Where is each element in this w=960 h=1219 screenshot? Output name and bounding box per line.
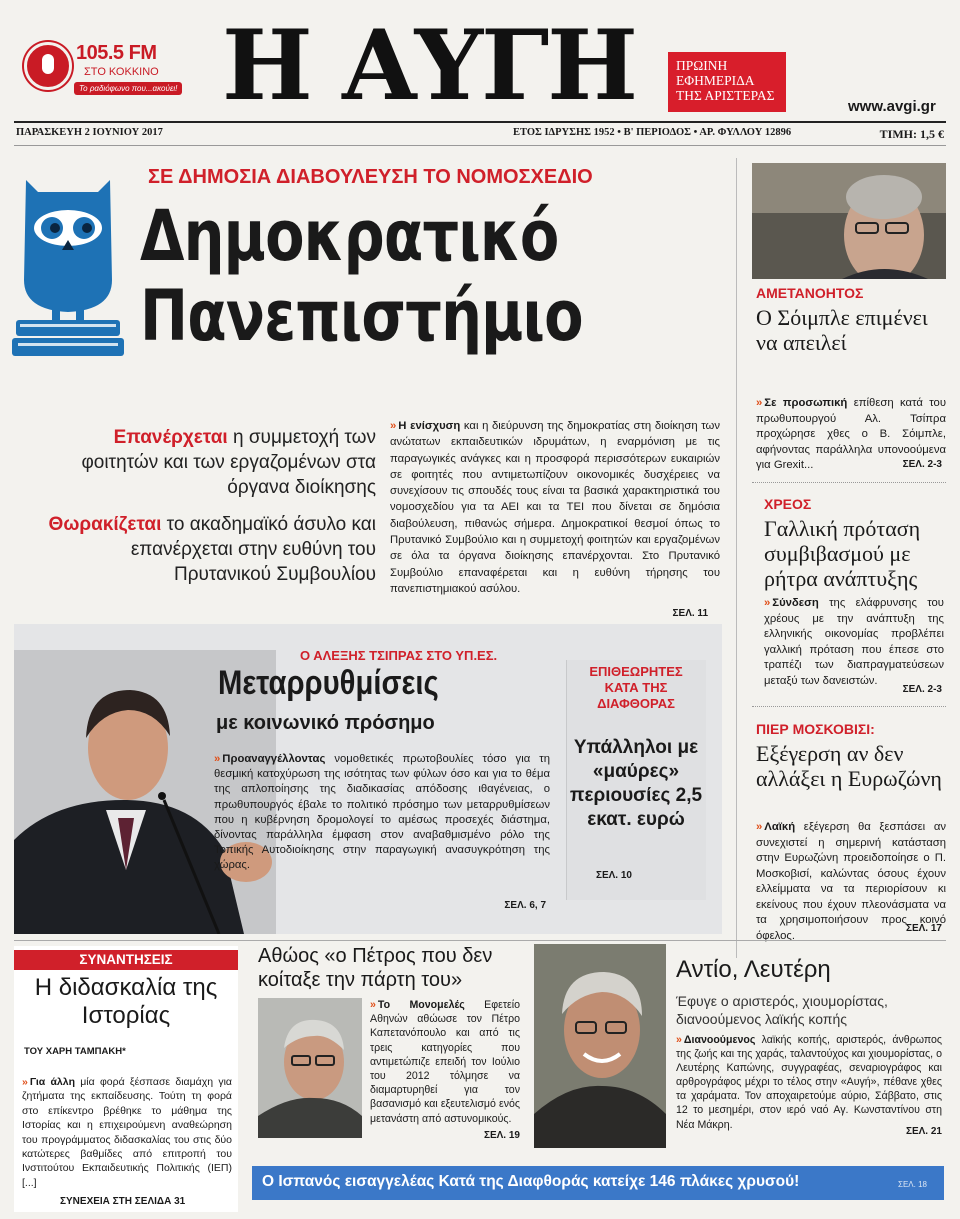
lead-headline-line: Πανεπιστήμιο (140, 275, 583, 357)
lead-subhead-text: η συμμετοχή των φοιτητών και των εργαζομένων στα όργανα διοίκησης (81, 427, 376, 498)
tsipras-kicker: Ο ΑΛΕΞΗΣ ΤΣΙΠΡΑΣ ΣΤΟ ΥΠ.ΕΣ. (300, 648, 498, 663)
story-headline[interactable]: Εξέγερση αν δεν αλλάξει η Ευρωζώνη (756, 741, 942, 791)
antio-headline[interactable]: Αντίο, Λευτέρη (676, 956, 831, 983)
page-reference[interactable]: ΣΕΛ. 2-3 (902, 684, 942, 695)
story-body-text: εξέγερση θα ξεσπάσει αν συνεχιστεί η σημερινή κατάσταση στην Ευρωζώνη προειδοποίησε ο Π. Μοσκοβισί, καλώντας όσους έχουν ελλείμματα να τα περιορίσουν κι εκείνους που έχουν πλεονάσματα να τα χρησιμοποιήσουν προς κοινό όφελος. (756, 821, 946, 942)
divider (14, 940, 946, 941)
lead-body-text: και η διεύρυνση της δημοκρατίας στη διοίκηση των ανώτατων εκπαιδευτικών ιδρυμάτων, η εναρμόνιση με τις παραγωγικές ανάγκες και η προσφορά περισσότερων ευκαιριών σε φοιτητές που αντιμετωπίζουν οικονομικές δυσχέρειες να συνεχίσουν τις σπουδές τους είναι τα βασικά χαρακτηριστικά του νομοσχεδίου για τα ΑΕΙ και τα ΤΕΙ που δίνεται σε δημόσια διαβούλευση, πιθανώς σήμερα. Δημοκρατικοί θεσμοί όπως το Πρυτανικό Συμβούλιο και η συμμετοχή φοιτητών και εργαζομένων σε όλα τα όργανα διοίκησης επανέρχονται. Στο Πρυτανικό Συμβούλιο επαναφέρεται και η ευθύνη τήρησης του πανεπιστημιακού ασύλου. (390, 420, 720, 595)
lefteris-photo (534, 944, 666, 1148)
owl-on-books-icon (12, 170, 124, 360)
lead-kicker: ΣΕ ΔΗΜΟΣΙΑ ΔΙΑΒΟΥΛΕΥΣΗ ΤΟ ΝΟΜΟΣΧΕΔΙΟ (148, 166, 593, 188)
antio-body (676, 1033, 942, 1132)
banner-headline[interactable]: Ο Ισπανός εισαγγελέας Κατά της Διαφθοράς κατείχε 146 πλάκες χρυσού! (262, 1173, 800, 1190)
petros-body-text: Εφετείο Αθηνών αθώωσε τον Πέτρο Καπετανόπουλο και από τις τρεις κατηγορίες που αντιμετώπιζε επειδή τον Ιούλιο του 2012 τόλμησε να διαμαρτυρηθεί για τον βασανισμό και εξευτελισμό ενός μετανάστη από αστυνομικούς. (370, 999, 520, 1125)
lead-subhead (40, 512, 376, 587)
divider (752, 482, 946, 483)
lead-headline-line: Δημοκρατικό (140, 195, 559, 277)
bullet-arrow-icon: » (764, 597, 771, 609)
newspaper-title: Η ΑΥΓΗ (222, 9, 636, 122)
page-reference[interactable]: ΣΕΛ. 2-3 (902, 459, 942, 470)
story-body-text: της ελάφρυνσης του χρέους με την ανάπτυξη της ελληνικής οικονομίας προβλέπει γαλλική πρόταση που έπεσε στο τραπέζι των διαπραγματεύσεων μεταξύ των δανειστών. (764, 597, 944, 687)
lead-subhead-keyword: Θωρακίζεται (48, 514, 162, 535)
page-reference[interactable]: ΣΕΛ. 6, 7 (504, 900, 546, 911)
tsipras-body (214, 752, 550, 874)
bullet-arrow-icon: » (390, 420, 397, 432)
page-reference[interactable]: ΣΕΛ. 19 (483, 1130, 520, 1141)
divider (14, 121, 946, 123)
page-reference[interactable]: ΣΕΛ. 10 (595, 870, 632, 881)
issue-info: ΕΤΟΣ ΙΔΡΥΣΗΣ 1952 • Β' ΠΕΡΙΟΔΟΣ • ΑΡ. ΦΥΛΛΟΥ 12896 (513, 127, 792, 138)
column-author: ΤΟΥ ΧΑΡΗ ΤΑΜΠΑΚΗ* (24, 1046, 126, 1057)
antio-body-lead: Διανοούμενος (683, 1034, 756, 1046)
bullet-arrow-icon: » (676, 1034, 682, 1046)
tagline-box (668, 52, 786, 112)
antio-body-text: λαϊκής κοπής, αριστερός, άνθρωπος της ζωής και της χαράς, ταλαντούχος και χιουμορίστας, ο Λευτέρης Καπώνης, συγγραφέας, σεναριογράφος και αρθρογράφος μέχρι το τέλος στην «Αυγή», πέθανε χθες τα χαράματα. Τον αποχαιρετούμε αύριο, Σάββατο, στις 12 το μεσημέρι, στον ιερό ναό Αγ. Κωνσταντίνου στη Νέα Μάκρη. (676, 1034, 942, 1131)
story-body-text: επίθεση κατά του πρωθυπουργού Αλ. Τσίπρα προχώρησε χθες ο Β. Σόιμπλε, αφήνοντας παράλληλα υπονοούμενα για Grexit... (756, 397, 947, 471)
tagline-line: ΕΦΗΜΕΡΙΔΑ (676, 73, 755, 88)
radio-name: ΣΤΟ ΚΟΚΚΙΝΟ (84, 66, 159, 78)
petros-photo (258, 998, 362, 1138)
bullet-arrow-icon: » (756, 821, 763, 833)
story-body-lead: Λαϊκή (764, 821, 796, 833)
column-headline[interactable]: Η διδασκαλία της Ιστορίας (34, 974, 218, 1029)
divider (752, 706, 946, 707)
lead-subhead (40, 425, 376, 500)
continued-on[interactable]: ΣΥΝΕΧΕΙΑ ΣΤΗ ΣΕΛΙΔΑ 31 (60, 1196, 186, 1207)
microphone-icon (24, 42, 72, 90)
bullet-arrow-icon: » (214, 753, 221, 765)
lead-subhead-keyword: Επανέρχεται (113, 427, 228, 448)
story-headline[interactable]: Ο Σόιμπλε επιμένει να απειλεί (756, 305, 928, 355)
radio-slogan: Το ραδιόφωνο που...ακούει! (74, 82, 182, 95)
page-reference[interactable]: ΣΕΛ. 21 (905, 1126, 942, 1137)
story-kicker: ΠΙΕΡ ΜΟΣΚΟΒΙΣΙ: (756, 721, 875, 737)
lead-headline[interactable] (140, 196, 583, 356)
website-url[interactable]: www.avgi.gr (848, 98, 936, 115)
schauble-photo (752, 163, 946, 279)
petros-body-lead: Το Μονομελές (377, 999, 465, 1011)
price: ΤΙΜΗ: 1,5 € (879, 127, 944, 141)
tsipras-subhead: με κοινωνικό πρόσημο (216, 712, 435, 734)
tagline-line: ΤΗΣ ΑΡΙΣΤΕΡΑΣ (676, 88, 775, 103)
column-kicker: ΣΥΝΑΝΤΗΣΕΙΣ (14, 950, 238, 970)
tsipras-headline[interactable]: Μεταρρυθμίσεις (218, 664, 439, 702)
page-reference[interactable]: ΣΕΛ. 17 (905, 923, 942, 934)
radio-frequency: 105.5 FM (76, 42, 157, 64)
column-divider (736, 158, 737, 958)
column-body-text: μία φορά ξέσπασε διαμάχη για ζητήματα της εκπαίδευσης. Τούτη τη φορά στο επίκεντρο βρέθηκε το μάθημα της Ιστορίας και η επιχειρούμενη αναθεώρηση του προγράμματος διδασκαλίας του στις δύο κατώτερες βαθμίδες από επιτροπή του Ινστιτούτου Εκπαιδευτικής Πολιτικής (ΙΕΠ)[...] (22, 1076, 232, 1189)
issue-date: ΠΑΡΑΣΚΕΥΗ 2 ΙΟΥΝΙΟΥ 2017 (16, 127, 163, 138)
bullet-arrow-icon: » (22, 1076, 28, 1088)
petros-headline[interactable]: Αθώος «ο Πέτρος που δεν κοίταξε την πάρτη του» (258, 945, 493, 991)
story-body (764, 596, 944, 689)
bullet-arrow-icon: » (756, 397, 763, 409)
bullet-arrow-icon: » (370, 999, 376, 1011)
column-body-lead: Για άλλη (29, 1076, 75, 1088)
lead-subhead-text: το ακαδημαϊκό άσυλο και επανέρχεται στην ευθύνη του Πρυτανικού Συμβουλίου (130, 514, 376, 585)
inspectors-kicker: ΕΠΙΘΕΩΡΗΤΕΣ ΚΑΤΑ ΤΗΣ ΔΙΑΦΘΟΡΑΣ (589, 664, 683, 711)
page-reference[interactable]: ΣΕΛ. 18 (898, 1180, 927, 1189)
story-headline[interactable]: Γαλλική πρόταση συμβιβασμού με ρήτρα ανάπτυξης (764, 516, 921, 591)
story-kicker: ΑΜΕΤΑΝΟΗΤΟΣ (756, 285, 864, 301)
tsipras-body-lead: Προαναγγέλλοντας (222, 753, 326, 765)
lead-body (390, 418, 720, 597)
story-body-lead: Σε προσωπική (764, 397, 848, 409)
story-kicker: ΧΡΕΟΣ (764, 496, 812, 512)
petros-body (370, 998, 520, 1126)
inspectors-headline[interactable]: Υπάλληλοι με «μαύρες» περιουσίες 2,5 εκατ. ευρώ (569, 737, 703, 830)
tsipras-body-text: νομοθετικές πρωτοβουλίες τόσο για τη θεσμική κατοχύρωση της ισότητας των φύλων όσο και για το θέμα της απλοποίησης της διαδικασίας απόδοσης ιθαγένειας, ο πρωθυπουργός έβαλε το πολιτικό πρόσημο των μεταρρυθμίσεων που η κυβέρνηση δρομολογεί το αμέσως προσεχές διάστημα, δίνοντας παράλληλα έμφαση στον αναβαθμισμένο ρόλο της Τοπικής Αυτοδιοίκησης στην παραγωγική ανασυγκρότηση της χώρας. (214, 753, 550, 872)
story-body-lead: Σύνδεση (772, 597, 819, 609)
radio-ad[interactable] (24, 40, 182, 100)
antio-subhead: Έφυγε ο αριστερός, χιουμορίστας, διανοούμενος λαϊκής κοπής (676, 993, 888, 1027)
tagline-line: ΠΡΩΙΝΗ (676, 58, 728, 73)
lead-body-lead: Η ενίσχυση (398, 420, 461, 432)
divider (14, 145, 946, 146)
page-reference[interactable]: ΣΕΛ. 11 (672, 608, 708, 619)
column-body (22, 1075, 232, 1190)
